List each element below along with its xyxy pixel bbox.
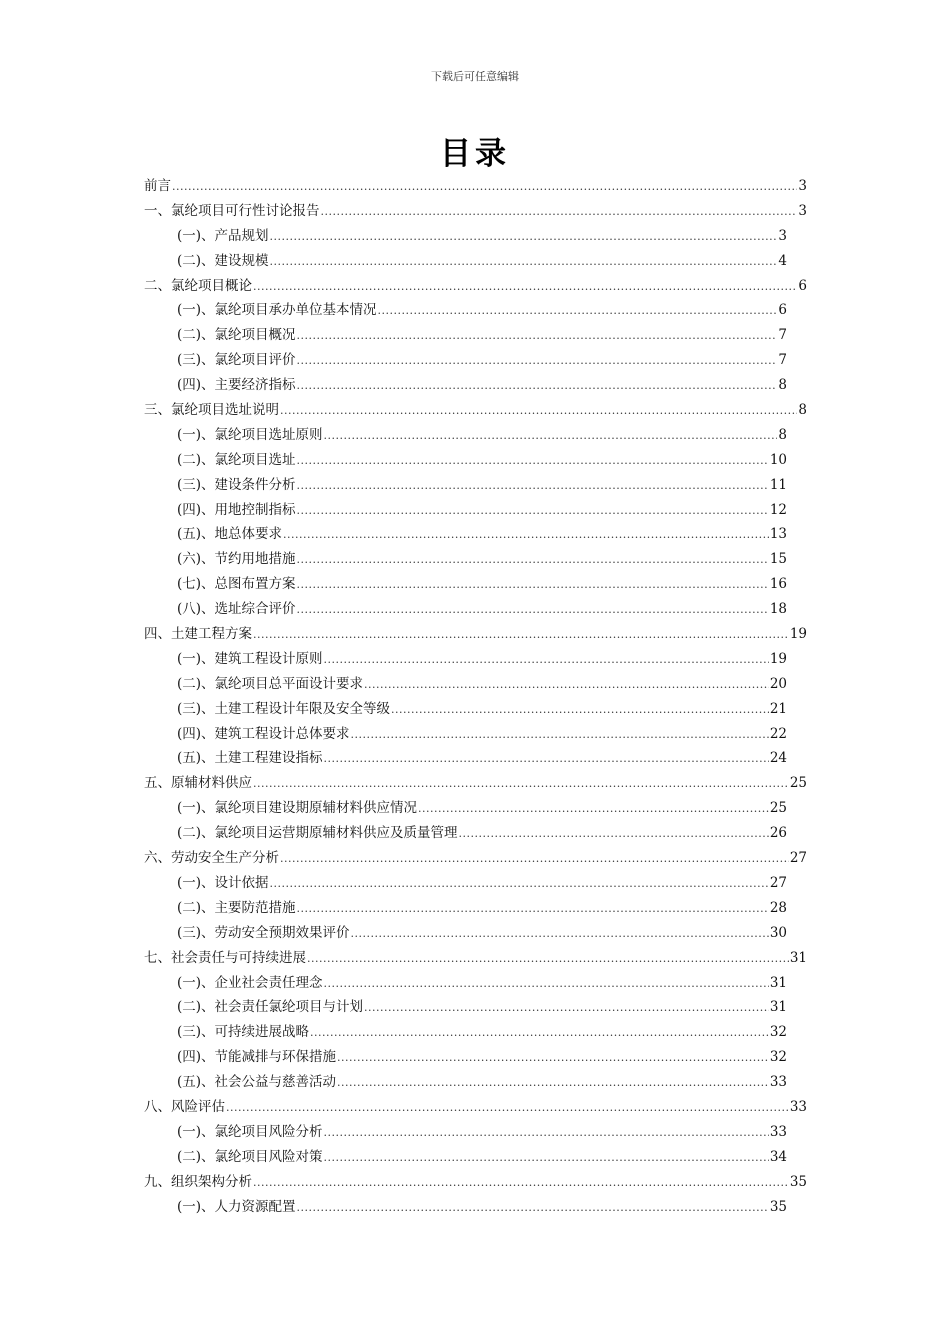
toc-entry-text: (一)、氯纶项目承办单位基本情况 bbox=[177, 302, 377, 319]
toc-entry-text: 三、氯纶项目选址说明 bbox=[144, 402, 279, 419]
dot-leader bbox=[283, 528, 769, 541]
toc-chapter-entry[interactable] bbox=[144, 398, 807, 423]
dot-leader bbox=[253, 628, 789, 641]
toc-entry-text: 五、原辅材料供应 bbox=[144, 775, 252, 792]
toc-entry-text: (三)、可持续进展战略 bbox=[177, 1024, 310, 1041]
dot-leader bbox=[364, 678, 769, 691]
dot-leader bbox=[310, 1026, 769, 1039]
toc-chapter-entry[interactable] bbox=[144, 622, 807, 647]
toc-page-number: 8 bbox=[798, 402, 807, 419]
toc-entry-text: (五)、地总体要求 bbox=[177, 526, 283, 543]
toc-chapter-entry[interactable] bbox=[144, 771, 807, 796]
toc-page-number: 33 bbox=[789, 1098, 807, 1115]
toc-entry-text: (二)、氯纶项目选址 bbox=[177, 451, 296, 468]
dot-leader bbox=[280, 852, 789, 865]
toc-page-number: 21 bbox=[769, 700, 787, 717]
toc-page-number: 33 bbox=[769, 1123, 787, 1140]
toc-entry-text: (一)、产品规划 bbox=[177, 227, 269, 244]
toc-section-entry[interactable] bbox=[144, 821, 807, 846]
toc-page-number: 7 bbox=[778, 327, 787, 344]
toc-entry-text: (三)、建设条件分析 bbox=[177, 476, 296, 493]
toc-entry-text: 六、劳动安全生产分析 bbox=[144, 850, 279, 867]
toc-page-number: 18 bbox=[769, 601, 787, 618]
toc-chapter-entry[interactable] bbox=[144, 946, 807, 971]
toc-chapter-entry[interactable] bbox=[144, 846, 807, 871]
toc-entry-text: (三)、土建工程设计年限及安全等级 bbox=[177, 700, 391, 717]
toc-entry-text: 二、氯纶项目概论 bbox=[144, 277, 252, 294]
toc-page-number: 20 bbox=[769, 675, 787, 692]
toc-page-number: 6 bbox=[798, 277, 807, 294]
toc-section-entry[interactable] bbox=[144, 672, 807, 697]
dot-leader bbox=[270, 255, 778, 268]
dot-leader bbox=[324, 1126, 769, 1139]
toc-page-number: 35 bbox=[789, 1173, 807, 1190]
dot-leader bbox=[364, 1001, 769, 1014]
toc-page-number: 16 bbox=[769, 576, 787, 593]
toc-section-entry[interactable] bbox=[144, 746, 807, 771]
dot-leader bbox=[297, 1201, 769, 1214]
dot-leader bbox=[324, 977, 769, 990]
toc-page-number: 30 bbox=[769, 924, 787, 941]
toc-entry-text: (二)、主要防范措施 bbox=[177, 899, 296, 916]
toc-page-number: 26 bbox=[769, 825, 787, 842]
toc-entry-text: (二)、氯纶项目概况 bbox=[177, 327, 296, 344]
dot-leader bbox=[297, 479, 769, 492]
toc-title: 目录 bbox=[440, 136, 510, 172]
toc-page-number: 12 bbox=[769, 501, 787, 518]
toc-entry-text: (二)、氯纶项目总平面设计要求 bbox=[177, 675, 364, 692]
toc-entry-text: (一)、建筑工程设计原则 bbox=[177, 650, 323, 667]
toc-section-entry[interactable] bbox=[144, 298, 807, 323]
toc-page-number: 11 bbox=[769, 476, 787, 493]
toc-page-number: 32 bbox=[769, 1024, 787, 1041]
toc-section-entry[interactable] bbox=[144, 547, 807, 572]
dot-leader bbox=[459, 827, 769, 840]
dot-leader bbox=[321, 205, 798, 218]
toc-section-entry[interactable] bbox=[144, 423, 807, 448]
dot-leader bbox=[324, 752, 769, 765]
toc-entry-text: (一)、氯纶项目选址原则 bbox=[177, 426, 323, 443]
toc-section-entry[interactable] bbox=[144, 1020, 807, 1045]
dot-leader bbox=[172, 180, 797, 193]
toc-entry-text: (一)、设计依据 bbox=[177, 874, 269, 891]
toc-entry-text: (五)、社会公益与慈善活动 bbox=[177, 1074, 337, 1091]
toc-page-number: 31 bbox=[769, 999, 787, 1016]
toc-page-number: 25 bbox=[769, 800, 787, 817]
toc-entry-text: (四)、节能减排与环保措施 bbox=[177, 1049, 337, 1066]
toc-section-entry[interactable] bbox=[144, 647, 807, 672]
toc-page-number: 4 bbox=[778, 252, 787, 269]
dot-leader bbox=[297, 603, 769, 616]
toc-section-entry[interactable] bbox=[144, 522, 807, 547]
toc-entry-text: (六)、节约用地措施 bbox=[177, 551, 296, 568]
toc-chapter-entry[interactable] bbox=[144, 1095, 807, 1120]
toc-section-entry[interactable] bbox=[144, 871, 807, 896]
dot-leader bbox=[337, 1076, 769, 1089]
toc-entry-text: (三)、氯纶项目评价 bbox=[177, 352, 296, 369]
dot-leader bbox=[297, 379, 778, 392]
toc-section-entry[interactable] bbox=[144, 995, 807, 1020]
dot-leader bbox=[324, 1151, 769, 1164]
toc-page-number: 24 bbox=[769, 750, 787, 767]
toc-page-number: 8 bbox=[778, 426, 787, 443]
toc-page-number: 13 bbox=[769, 526, 787, 543]
toc-entry-text: 前言 bbox=[144, 178, 171, 194]
toc-page-number: 33 bbox=[769, 1074, 787, 1091]
toc-page-number: 31 bbox=[789, 949, 807, 966]
dot-leader bbox=[270, 877, 769, 890]
toc-page-number: 15 bbox=[769, 551, 787, 568]
toc-page-number: 3 bbox=[798, 202, 807, 219]
toc-entry-text: (一)、氯纶项目风险分析 bbox=[177, 1123, 323, 1140]
toc-entry-text: (四)、建筑工程设计总体要求 bbox=[177, 725, 350, 742]
toc-chapter-entry[interactable] bbox=[144, 174, 807, 199]
header-note: 下载后可任意编辑 bbox=[431, 70, 519, 83]
dot-leader bbox=[351, 728, 769, 741]
toc-page-number: 35 bbox=[769, 1198, 787, 1215]
toc-entry-text: (二)、氯纶项目运营期原辅材料供应及质量管理 bbox=[177, 825, 458, 842]
toc-page-number: 27 bbox=[789, 850, 807, 867]
toc-section-entry[interactable] bbox=[144, 473, 807, 498]
toc-section-entry[interactable] bbox=[144, 224, 807, 249]
dot-leader bbox=[253, 280, 797, 293]
dot-leader bbox=[307, 952, 789, 965]
toc-section-entry[interactable] bbox=[144, 348, 807, 373]
toc-section-entry[interactable] bbox=[144, 921, 807, 946]
toc-entry-text: (四)、主要经济指标 bbox=[177, 377, 296, 394]
dot-leader bbox=[297, 578, 769, 591]
toc-entry-text: (二)、建设规模 bbox=[177, 252, 269, 269]
toc-section-entry[interactable] bbox=[144, 572, 807, 597]
dot-leader bbox=[351, 927, 769, 940]
toc-section-entry[interactable] bbox=[144, 1070, 807, 1095]
dot-leader bbox=[253, 777, 789, 790]
toc-page-number: 22 bbox=[769, 725, 787, 742]
dot-leader bbox=[297, 553, 769, 566]
toc-section-entry[interactable] bbox=[144, 896, 807, 921]
toc-section-entry[interactable] bbox=[144, 597, 807, 622]
toc-chapter-entry[interactable] bbox=[144, 1170, 807, 1195]
toc-page-number: 3 bbox=[778, 227, 787, 244]
toc-entry-text: (七)、总图布置方案 bbox=[177, 576, 296, 593]
toc-section-entry[interactable] bbox=[144, 1195, 807, 1220]
dot-leader bbox=[253, 1176, 789, 1189]
dot-leader bbox=[297, 902, 769, 915]
toc-entry-text: 九、组织架构分析 bbox=[144, 1173, 252, 1190]
toc-page-number: 6 bbox=[778, 302, 787, 319]
toc-entry-text: 七、社会责任与可持续进展 bbox=[144, 949, 306, 966]
dot-leader bbox=[324, 653, 769, 666]
toc-chapter-entry[interactable] bbox=[144, 274, 807, 299]
toc-page-number: 28 bbox=[769, 899, 787, 916]
toc-section-entry[interactable] bbox=[144, 448, 807, 473]
toc-entry-text: 一、氯纶项目可行性讨论报告 bbox=[144, 202, 320, 219]
toc-entry-text: (八)、选址综合评价 bbox=[177, 601, 296, 618]
dot-leader bbox=[297, 329, 778, 342]
dot-leader bbox=[226, 1101, 789, 1114]
toc-page-number: 25 bbox=[789, 775, 807, 792]
toc-page-number: 27 bbox=[769, 874, 787, 891]
dot-leader bbox=[418, 802, 769, 815]
dot-leader bbox=[337, 1051, 769, 1064]
toc-entry-text: (一)、企业社会责任理念 bbox=[177, 974, 323, 991]
toc-section-entry[interactable] bbox=[144, 1145, 807, 1170]
toc-section-entry[interactable] bbox=[144, 971, 807, 996]
toc-list bbox=[144, 174, 807, 1219]
toc-chapter-entry[interactable] bbox=[144, 199, 807, 224]
toc-page-number: 34 bbox=[769, 1148, 787, 1165]
toc-entry-text: (五)、土建工程建设指标 bbox=[177, 750, 323, 767]
dot-leader bbox=[324, 429, 778, 442]
toc-entry-text: (四)、用地控制指标 bbox=[177, 501, 296, 518]
dot-leader bbox=[297, 504, 769, 517]
toc-section-entry[interactable] bbox=[144, 373, 807, 398]
toc-section-entry[interactable] bbox=[144, 722, 807, 747]
toc-page-number: 31 bbox=[769, 974, 787, 991]
toc-section-entry[interactable] bbox=[144, 697, 807, 722]
toc-page-number: 7 bbox=[778, 352, 787, 369]
toc-section-entry[interactable] bbox=[144, 249, 807, 274]
toc-section-entry[interactable] bbox=[144, 1045, 807, 1070]
toc-entry-text: (一)、人力资源配置 bbox=[177, 1198, 296, 1215]
toc-entry-text: (二)、社会责任氯纶项目与计划 bbox=[177, 999, 364, 1016]
toc-section-entry[interactable] bbox=[144, 498, 807, 523]
toc-page-number: 19 bbox=[769, 650, 787, 667]
toc-entry-text: (二)、氯纶项目风险对策 bbox=[177, 1148, 323, 1165]
dot-leader bbox=[297, 454, 769, 467]
dot-leader bbox=[391, 703, 769, 716]
toc-section-entry[interactable] bbox=[144, 1120, 807, 1145]
toc-page-number: 32 bbox=[769, 1049, 787, 1066]
dot-leader bbox=[297, 354, 778, 367]
toc-page-number: 19 bbox=[789, 626, 807, 643]
toc-section-entry[interactable] bbox=[144, 323, 807, 348]
toc-entry-text: (一)、氯纶项目建设期原辅材料供应情况 bbox=[177, 800, 418, 817]
dot-leader bbox=[378, 304, 778, 317]
toc-page-number: 10 bbox=[769, 451, 787, 468]
toc-entry-text: (三)、劳动安全预期效果评价 bbox=[177, 924, 350, 941]
toc-entry-text: 八、风险评估 bbox=[144, 1098, 225, 1115]
toc-page-number: 8 bbox=[778, 377, 787, 394]
toc-section-entry[interactable] bbox=[144, 796, 807, 821]
toc-page-number: 3 bbox=[798, 178, 807, 194]
dot-leader bbox=[280, 404, 797, 417]
toc-entry-text: 四、土建工程方案 bbox=[144, 626, 252, 643]
dot-leader bbox=[270, 230, 778, 243]
